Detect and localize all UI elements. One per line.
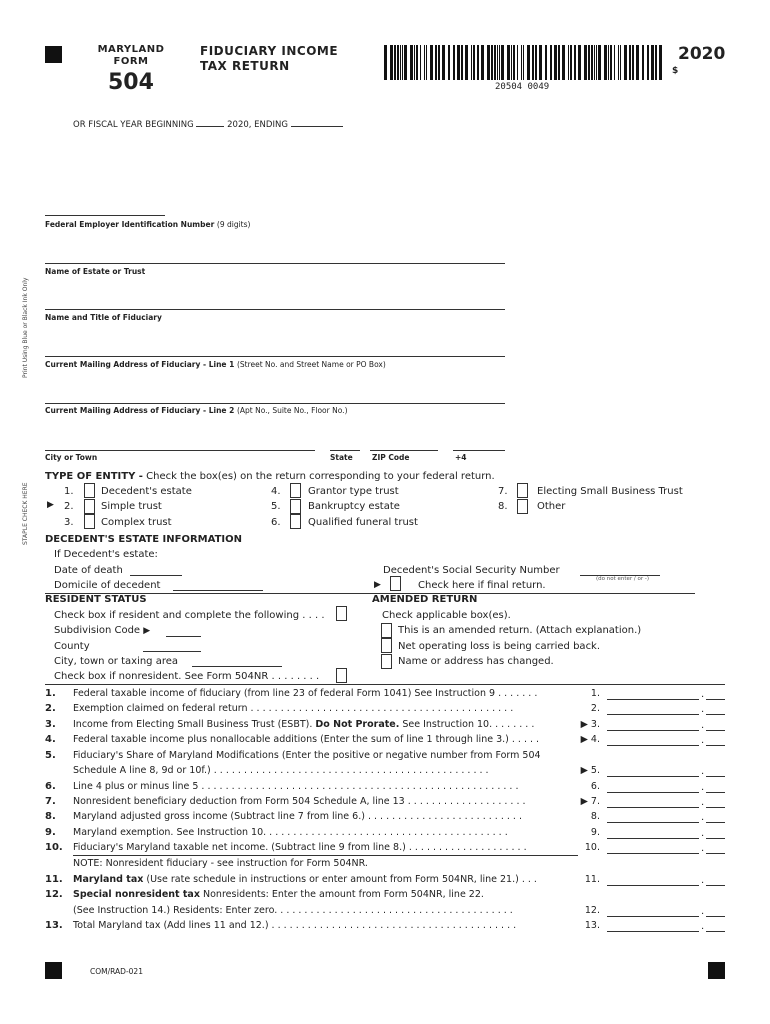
line-number: 10. xyxy=(45,842,63,853)
barcode-bar xyxy=(558,45,560,80)
form-label: FORM xyxy=(113,56,149,67)
line-description xyxy=(73,719,534,730)
barcode-bar xyxy=(629,45,631,80)
barcode-bar xyxy=(651,45,654,80)
barcode-bar xyxy=(394,45,396,80)
address-line1-label xyxy=(45,360,386,369)
line-description: Federal taxable income plus nonallocable additions (Enter the sum of line 1 through line 3.) . . . . . xyxy=(73,734,540,745)
barcode-bar xyxy=(604,45,607,80)
barcode-bar xyxy=(465,45,468,80)
amended-instruction: Check applicable box(es). xyxy=(382,610,511,621)
address-line2-note: (Apt No., Suite No., Floor No.) xyxy=(236,406,348,415)
entity-checkbox-7[interactable] xyxy=(517,483,528,498)
cents-field[interactable] xyxy=(706,734,725,746)
barcode-bar xyxy=(521,45,522,80)
line-description: Exemption claimed on federal return . . . . . . . . . . . . . . . . . . . . . . . . . . . . . . . . . . . . . . . . . . . . xyxy=(73,703,514,714)
line-ref: 12. xyxy=(584,905,600,916)
barcode-bar xyxy=(517,45,518,80)
barcode-bar xyxy=(532,45,534,80)
barcode-bar xyxy=(420,45,421,80)
lines-divider xyxy=(45,684,725,685)
amount-field[interactable] xyxy=(607,765,699,777)
line-ref: ▶ 5. xyxy=(580,765,600,776)
entity-num-3: 3. xyxy=(64,517,74,528)
barcode-bar xyxy=(642,45,644,80)
line-ref: 6. xyxy=(590,781,600,792)
barcode-bar xyxy=(442,45,445,80)
form-title xyxy=(200,44,338,74)
barcode-bar xyxy=(471,45,472,80)
line-number: 2. xyxy=(45,703,56,714)
barcode-bar xyxy=(461,45,463,80)
line-description: Maryland adjusted gross income (Subtract line 7 from line 6.) . . . . . . . . . . . . . . . . . . . . . . . . . . xyxy=(73,811,522,822)
cents-field[interactable] xyxy=(706,796,725,808)
line-number: 4. xyxy=(45,734,56,745)
cents-field[interactable] xyxy=(706,905,725,917)
barcode-bar xyxy=(414,45,415,80)
title-line-2: TAX RETURN xyxy=(200,59,290,73)
entity-label-8: Other xyxy=(537,501,566,512)
fiscal-year-end-field[interactable] xyxy=(291,116,343,127)
barcode-bar xyxy=(578,45,581,80)
barcode-bar xyxy=(501,45,504,80)
line-desc-bold: Special nonresident tax xyxy=(73,889,200,900)
title-line-1: FIDUCIARY INCOME xyxy=(200,44,339,58)
entity-label-6: Qualified funeral trust xyxy=(308,517,418,528)
entity-checkbox-5[interactable] xyxy=(290,499,301,514)
zip-field[interactable] xyxy=(370,450,438,451)
entity-num-7: 7. xyxy=(498,486,508,497)
barcode xyxy=(382,45,664,80)
address-line1-field[interactable] xyxy=(45,356,505,357)
barcode-number: 20504 0049 xyxy=(495,82,550,92)
registration-mark-top-left xyxy=(45,46,62,63)
tax-year: 2020 xyxy=(678,44,726,64)
decimal-point: . xyxy=(701,689,705,700)
date-of-death-label: Date of death xyxy=(54,565,123,576)
staple-instruction: STAPLE CHECK HERE xyxy=(22,482,29,545)
fiscal-year-prefix: OR FISCAL YEAR BEGINNING xyxy=(73,120,194,130)
entity-checkbox-8[interactable] xyxy=(517,499,528,514)
barcode-bar xyxy=(618,45,619,80)
decimal-point: . xyxy=(701,875,705,886)
entity-num-1: 1. xyxy=(64,486,74,497)
entity-checkbox-1[interactable] xyxy=(84,483,95,498)
barcode-bar xyxy=(400,45,401,80)
amount-field[interactable] xyxy=(607,905,699,917)
fiscal-year-begin-field[interactable] xyxy=(196,116,224,127)
entity-label-5: Bankruptcy estate xyxy=(308,501,400,512)
registration-mark-bottom-right xyxy=(708,962,725,979)
amended-label-2: Net operating loss is being carried back. xyxy=(398,641,601,652)
zip-label: ZIP Code xyxy=(372,453,410,462)
decimal-point: . xyxy=(701,906,705,917)
line-number: 8. xyxy=(45,811,56,822)
decimal-point: . xyxy=(701,843,705,854)
line-ref: ▶ 4. xyxy=(580,734,600,745)
amount-field[interactable] xyxy=(607,811,699,823)
decedent-heading: DECEDENT'S ESTATE INFORMATION xyxy=(45,534,242,545)
entity-checkbox-4[interactable] xyxy=(290,483,301,498)
line-ref: 2. xyxy=(590,703,600,714)
decedent-if-label: If Decedent's estate: xyxy=(54,549,158,560)
cents-field[interactable] xyxy=(706,719,725,731)
line-ref: 13. xyxy=(584,920,600,931)
barcode-bar xyxy=(655,45,657,80)
resident-heading: RESIDENT STATUS xyxy=(45,594,147,605)
line-number: 9. xyxy=(45,827,56,838)
amount-field[interactable] xyxy=(607,842,699,854)
domicile-label: Domicile of decedent xyxy=(54,580,161,591)
barcode-bar xyxy=(499,45,500,80)
barcode-bar xyxy=(527,45,530,80)
cents-field[interactable] xyxy=(706,920,725,932)
entity-checkbox-6[interactable] xyxy=(290,514,301,529)
line-desc-text: Income from Electing Small Business Trust (ESBT). xyxy=(73,719,313,730)
amount-field[interactable] xyxy=(607,719,699,731)
line-ref: 9. xyxy=(590,827,600,838)
barcode-bar xyxy=(610,45,612,80)
subdivision-field[interactable] xyxy=(166,636,201,637)
barcode-bar xyxy=(424,45,425,80)
line-description: Federal taxable income of fiduciary (from line 23 of federal Form 1041) See Instruction 9 . . . . . . . xyxy=(73,688,538,699)
line-description: Total Maryland tax (Add lines 11 and 12.) . . . . . . . . . . . . . . . . . . . . . . . . . . . . . . . . . . . . . . . . . xyxy=(73,920,517,931)
barcode-bar xyxy=(410,45,413,80)
registration-mark-bottom-left xyxy=(45,962,62,979)
line-ref: ▶ 7. xyxy=(580,796,600,807)
cents-field[interactable] xyxy=(706,765,725,777)
barcode-bar xyxy=(473,45,475,80)
entity-label-7: Electing Small Business Trust xyxy=(537,486,683,497)
barcode-bar xyxy=(494,45,496,80)
barcode-bar xyxy=(416,45,418,80)
barcode-bar xyxy=(608,45,609,80)
resident-checkbox[interactable] xyxy=(336,606,347,621)
line-ref: 11. xyxy=(584,874,600,885)
ssn-label: Decedent's Social Security Number xyxy=(383,565,560,576)
estate-name-field[interactable] xyxy=(45,263,505,264)
amount-field[interactable] xyxy=(607,796,699,808)
decimal-point: . xyxy=(701,766,705,777)
barcode-bar xyxy=(545,45,547,80)
line-number: 5. xyxy=(45,750,56,761)
barcode-bar xyxy=(523,45,524,80)
line-number: 1. xyxy=(45,688,56,699)
barcode-bar xyxy=(457,45,460,80)
final-return-checkbox[interactable] xyxy=(390,576,401,591)
nonresident-note: NOTE: Nonresident fiduciary - see instruction for Form 504NR. xyxy=(73,858,368,869)
barcode-bar xyxy=(497,45,498,80)
line-description: Fiduciary's Share of Maryland Modifications (Enter the positive or negative number from Form 504 xyxy=(73,750,541,761)
barcode-bar xyxy=(598,45,601,80)
plus4-label: +4 xyxy=(455,453,467,462)
barcode-bar xyxy=(624,45,627,80)
amount-field[interactable] xyxy=(607,920,699,932)
nonresident-checkbox[interactable] xyxy=(336,668,347,683)
barcode-bar xyxy=(632,45,634,80)
barcode-bar xyxy=(477,45,479,80)
state-field[interactable] xyxy=(330,450,360,451)
form-number: 504 xyxy=(108,70,154,95)
note-divider xyxy=(73,855,578,856)
line-description: Line 4 plus or minus line 5 . . . . . . . . . . . . . . . . . . . . . . . . . . . . . . . . . . . . . . . . . . . . . . . . . . . . . xyxy=(73,781,519,792)
decimal-point: . xyxy=(701,812,705,823)
barcode-bar xyxy=(659,45,662,80)
city-label: City or Town xyxy=(45,453,98,462)
ink-instruction: Print Using Blue or Black Ink Only xyxy=(22,277,29,378)
barcode-bar xyxy=(397,45,399,80)
barcode-bar xyxy=(390,45,393,80)
line-ref: 10. xyxy=(584,842,600,853)
domicile-field[interactable] xyxy=(173,590,263,591)
line-ref: ▶ 3. xyxy=(580,719,600,730)
fiscal-year-line xyxy=(73,116,343,130)
address-line1-label-text: Current Mailing Address of Fiduciary - Line 1 xyxy=(45,360,235,369)
decimal-point: . xyxy=(701,782,705,793)
subdivision-label-text: Subdivision Code xyxy=(54,625,141,636)
subdivision-label xyxy=(54,625,150,636)
line-ref: 8. xyxy=(590,811,600,822)
barcode-bar xyxy=(384,45,387,80)
amended-checkbox-1[interactable] xyxy=(381,623,392,638)
barcode-bar xyxy=(554,45,557,80)
cents-field[interactable] xyxy=(706,703,725,715)
amended-checkbox-2[interactable] xyxy=(381,638,392,653)
amount-field[interactable] xyxy=(607,688,699,700)
barcode-bar xyxy=(491,45,493,80)
zip-plus4-field[interactable] xyxy=(453,450,505,451)
address-line2-field[interactable] xyxy=(45,403,505,404)
county-label: County xyxy=(54,641,90,652)
amount-field[interactable] xyxy=(607,781,699,793)
line-desc-bold: Maryland tax xyxy=(73,874,144,885)
barcode-bar xyxy=(426,45,427,80)
line-desc-tail: (Use rate schedule in instructions or enter amount from Form 504NR, line 21.) . . . xyxy=(146,874,537,885)
line-number: 13. xyxy=(45,920,63,931)
line-desc-tail: Nonresidents: Enter the amount from Form 504NR, line 22. xyxy=(203,889,484,900)
form-identity xyxy=(95,44,167,68)
decimal-point: . xyxy=(701,735,705,746)
line-number: 7. xyxy=(45,796,56,807)
barcode-bar xyxy=(596,45,597,80)
fiduciary-name-field[interactable] xyxy=(45,309,505,310)
county-field[interactable] xyxy=(143,651,201,652)
entity-checkbox-3[interactable] xyxy=(84,514,95,529)
line-number: 12. xyxy=(45,889,63,900)
line-number: 6. xyxy=(45,781,56,792)
decimal-point: . xyxy=(701,704,705,715)
city-field[interactable] xyxy=(45,450,315,451)
entity-num-6: 6. xyxy=(271,517,281,528)
fein-note: (9 digits) xyxy=(216,220,251,229)
decimal-point: . xyxy=(701,828,705,839)
cents-field[interactable] xyxy=(706,688,725,700)
subdivision-arrow-icon: ▶ xyxy=(143,626,151,636)
fiscal-year-middle: 2020, ENDING xyxy=(227,120,288,130)
entity-checkbox-2[interactable] xyxy=(84,499,95,514)
barcode-bar xyxy=(535,45,537,80)
decimal-point: . xyxy=(701,720,705,731)
line-description-cont: Schedule A line 8, 9d or 10f.) . . . . . . . . . . . . . . . . . . . . . . . . . . . . . . . . . . . . . . . . . . . . . . xyxy=(73,765,489,776)
line-description xyxy=(73,874,537,885)
amount-field[interactable] xyxy=(607,827,699,839)
estate-name-label: Name of Estate or Trust xyxy=(45,267,146,276)
address-line2-label-text: Current Mailing Address of Fiduciary - Line 2 xyxy=(45,406,235,415)
cents-field[interactable] xyxy=(706,842,725,854)
resident-check-label: Check box if resident and complete the following . . . . xyxy=(54,610,325,621)
line-description-cont: (See Instruction 14.) Residents: Enter zero. . . . . . . . . . . . . . . . . . . . . . . . . . . . . . . . . . . . . . . . xyxy=(73,905,513,916)
line-number: 3. xyxy=(45,719,56,730)
entity-heading xyxy=(45,471,495,482)
amount-field[interactable] xyxy=(607,734,699,746)
arrow-indicator-icon: ▶ xyxy=(47,500,54,510)
fein-field[interactable] xyxy=(45,215,165,216)
city-town-field[interactable] xyxy=(192,666,282,667)
amended-checkbox-3[interactable] xyxy=(381,654,392,669)
line-description: Fiduciary's Maryland taxable net income. (Subtract line 9 from line 8.) . . . . . . . . . . . . . . . . . . . . xyxy=(73,842,527,853)
cents-field[interactable] xyxy=(706,874,725,886)
entity-num-8: 8. xyxy=(498,501,508,512)
barcode-bar xyxy=(647,45,649,80)
barcode-bar xyxy=(435,45,437,80)
barcode-bar xyxy=(574,45,576,80)
amended-label-3: Name or address has changed. xyxy=(398,656,554,667)
barcode-bar xyxy=(594,45,595,80)
barcode-bar xyxy=(481,45,484,80)
barcode-bar xyxy=(438,45,440,80)
entity-num-4: 4. xyxy=(271,486,281,497)
line-description: Maryland exemption. See Instruction 10. . . . . . . . . . . . . . . . . . . . . . . . . . . . . . . . . . . . . . . . . xyxy=(73,827,508,838)
state-label: State xyxy=(330,453,353,462)
barcode-bar xyxy=(404,45,407,80)
nonresident-label: Check box if nonresident. See Form 504NR . . . . . . . . xyxy=(54,671,320,682)
fein-label-text: Federal Employer Identification Number xyxy=(45,220,215,229)
barcode-bar xyxy=(620,45,621,80)
dollar-sign: $ xyxy=(672,66,679,76)
barcode-bar xyxy=(562,45,565,80)
cents-field[interactable] xyxy=(706,827,725,839)
fiduciary-name-label: Name and Title of Fiduciary xyxy=(45,313,162,322)
line-number: 11. xyxy=(45,874,63,885)
entity-instruction: Check the box(es) on the return corresponding to your federal return. xyxy=(146,471,495,482)
barcode-bar xyxy=(453,45,455,80)
barcode-bar xyxy=(570,45,572,80)
date-of-death-field[interactable] xyxy=(130,575,182,576)
city-town-label: City, town or taxing area xyxy=(54,656,179,667)
ssn-note: (do not enter / or -) xyxy=(596,576,650,582)
state-label: MARYLAND xyxy=(97,44,165,55)
line-ref: 1. xyxy=(590,688,600,699)
address-line2-label xyxy=(45,406,348,415)
fein-label xyxy=(45,220,250,229)
final-return-arrow-icon: ▶ xyxy=(374,580,381,590)
amended-heading: AMENDED RETURN xyxy=(372,594,478,605)
barcode-bar xyxy=(588,45,590,80)
cents-field[interactable] xyxy=(706,811,725,823)
barcode-bar xyxy=(448,45,450,80)
form-code: COM/RAD-021 xyxy=(90,967,143,976)
entity-num-5: 5. xyxy=(271,501,281,512)
barcode-bar xyxy=(636,45,639,80)
barcode-bar xyxy=(507,45,510,80)
barcode-bar xyxy=(511,45,512,80)
amount-field[interactable] xyxy=(607,874,699,886)
barcode-bar xyxy=(402,45,403,80)
address-line1-note: (Street No. and Street Name or PO Box) xyxy=(236,360,386,369)
barcode-bar xyxy=(584,45,587,80)
line-description xyxy=(73,889,484,900)
cents-field[interactable] xyxy=(706,781,725,793)
entity-heading-text: TYPE OF ENTITY - xyxy=(45,471,143,482)
amount-field[interactable] xyxy=(607,703,699,715)
entity-label-1: Decedent's estate xyxy=(101,486,192,497)
barcode-bar xyxy=(513,45,515,80)
decimal-point: . xyxy=(701,797,705,808)
entity-num-2: 2. xyxy=(64,501,74,512)
final-return-label: Check here if final return. xyxy=(418,580,546,591)
barcode-bar xyxy=(614,45,615,80)
entity-label-2: Simple trust xyxy=(101,501,162,512)
barcode-bar xyxy=(487,45,490,80)
barcode-bar xyxy=(539,45,542,80)
decimal-point: . xyxy=(701,921,705,932)
barcode-bar xyxy=(568,45,569,80)
barcode-bar xyxy=(550,45,552,80)
entity-label-3: Complex trust xyxy=(101,517,172,528)
line-desc-tail: See Instruction 10. . . . . . . . xyxy=(402,719,535,730)
line-description: Nonresident beneficiary deduction from Form 504 Schedule A, line 13 . . . . . . . . . . . . . . . . . . . . xyxy=(73,796,526,807)
line-desc-bold: Do Not Prorate. xyxy=(315,719,400,730)
entity-label-4: Grantor type trust xyxy=(308,486,399,497)
barcode-bar xyxy=(430,45,433,80)
amended-label-1: This is an amended return. (Attach explanation.) xyxy=(398,625,642,636)
barcode-bar xyxy=(591,45,593,80)
